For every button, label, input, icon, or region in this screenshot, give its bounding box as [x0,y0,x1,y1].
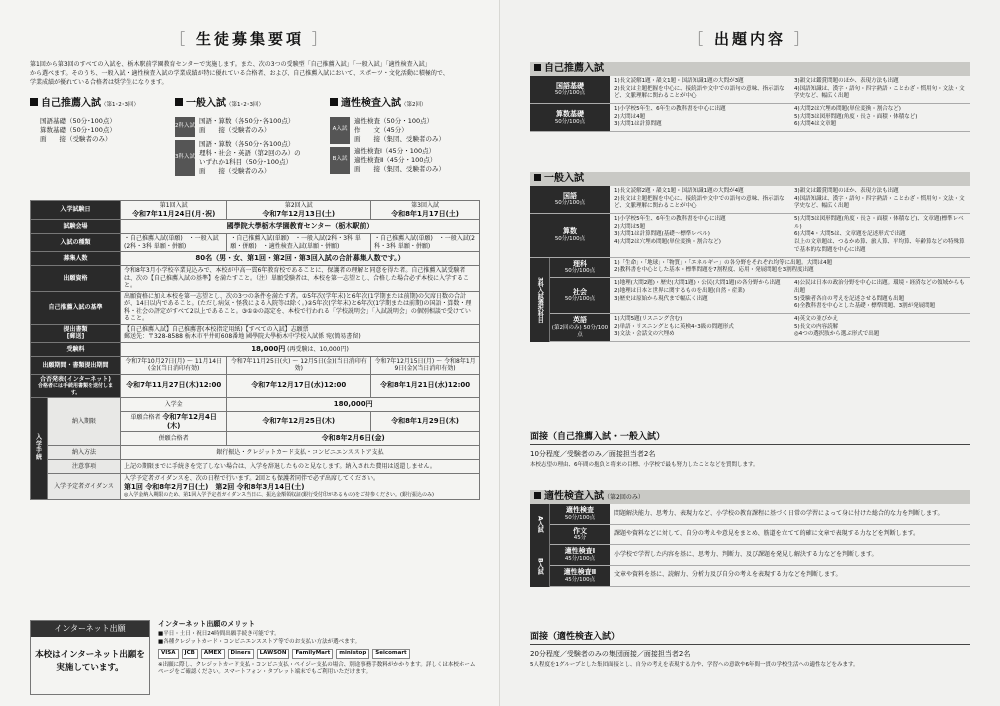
interview-aptitude: 面接（適性検査入試） 20分程度／受験者のみの集団面接／面接担当者2名 5人程度を1グループとした集団面接とし、自分の考えを表現する力や、学習への意欲や6年間一貫の学校生活への適性などをみます。 [530,632,970,669]
aptitude-content: 適性検査入試（第2回のみ） A入試 適性検査 50分/100点 問題解決能力、思考力、表現力など、小学校の教育課程に基づく日常の学習によって身に付けた総合的な力を判断します。 作文 45分 課題や資料などに対して、自分の考えや意見をまとめ、筋道を立てて的確に文章で表現する力などを判断します。 B入試 適性検査Ⅰ 45分/100点 小学校で学習した内容を基に、思考力、判断力、及び課題を発見し解決する力などを判断します。 適性検査Ⅱ 45分/100点 文章や資料を基に、読解力、分析力及び自分の考えを表現する力などを判断します。 [530,490,970,587]
internet-application-box: インターネット出願 本校はインターネット出願を実施しています。 [30,620,150,695]
general-exam-content: 一般入試 国語 50分/100点 1)長文読解2題・韻文1題・国語知識1題の大問が4題 2)長文は主題把握を中心に、接続語や文中での語句の意味、指示語など、文脈理解に関わることが中心 3)韻文は鑑賞問題のほか、表現方法も出題 4)国語知識は、漢字・語句・四字熟語・ことわざ・慣用句・文法・文学史など、幅広く出題 算数 50分/100点 1)小学校5年生、6年生の教科書を中心に出題 2)大問は5題 3)大問1は計算問題(基礎～標準レベル) 4)大問2は穴埋め問題(単位変換・割合など) 5)大問3は図形問題(角度・長さ・面積・体積など)、文章題(標準レベル) 6)大問4・大問5は、文章題を記述形式で出題 以上の文章題は、つるかめ算、旅人算、平均算、年齢算などの特殊算で基本的な問題を中心に出題 3科入試選択科目 理科 50分/100点 1)「生命」・「地球」・「物質」・「エネルギー」の各分野をそれぞれ均等に出題。大問は4題 2)教科書を中心とした基本・標準問題を7割程度、応用・発展問題を3割程度出題 社会 50分/100点 1)地理(大問2題)・歴史(大問1題)・公民(大問1題)の各分野から出題 2)地理は日本と世界に関するものを出題(自然・産業) 3)歴史は原始から現代まで幅広く出題 4)公民は日本の政治分野を中心に出題。環境・経済などの領域からも出題 5)受験者各自の考えを記述させる問題も出題 6)全教科書を中心とした基礎・標準問題、3割が発展問題 英語 (第2回のみ) 50分/100点 1)大問5題(リスニング含む) 2)単語・リスニングともに英検4･3級の問題形式 3)文法・会話文の穴埋め 4)英文の並びかえ 5)長文の内容読解 ◎4つの選択肢から選ぶ形式で出題 [530,172,970,342]
payment-logos: VISA JCB AMEX Diners LAWSON FamilyMart ministop Seicomart [158,649,480,658]
exam-aptitude: 適性検査入試（第2回） A入試 適性検査（50分・100点） 作 文（45分） 面 接（集団、受験者のみ） B入試 適性検査Ⅰ（45分・100点） 適性検査Ⅱ（45分・100点） 面 接（集団、受験者のみ） [330,98,480,177]
page-title: ［ 生徒募集要項 ］ [170,30,330,48]
three-subject-electives: 3科入試選択科目 理科 50分/100点 1)「生命」・「地球」・「物質」・「エネルギー」の各分野をそれぞれ均等に出題。大問は4題 2)教科書を中心とした基本・標準問題を7割程度、応用・発展問題を3割程度出題 社会 50分/100点 1)地理(大問2題)・歴史(大問1題)・公民(大問1題)の各分野から出題 2)地理は日本と世界に関するものを出題(自然・産業) 3)歴史は原始から現代まで幅広く出題 4)公民は日本の政治分野を中心に出題。環境・経済などの領域からも出題 5)受験者各自の考えを記述させる問題も出題 6)全教科書を中心とした基礎・標準問題、3割が発展問題 英語 (第2回のみ) 50分/100点 1)大問5題(リスニング含む) 2)単語・リスニングともに英検4･3級の問題形式 3)文法・会話文の穴埋め 4)英文の並びかえ 5)長文の内容読解 ◎4つの選択肢から選ぶ形式で出題 [530,258,970,342]
intro-text: 第1回から第3回のすべての入試を、栃木駅前学園教育センターで実施します。また、次の3つの受験型「自己推薦入試」「一般入試」「適性検査入試」 から選べます。そのうち、一般入試・適性検査入試の学業成績が特に優れている合格者、および、自己推薦入試において、スポーツ・文化活動に積極的で、 学業成績が優れている合格者は奨学生になります。 [30,61,449,86]
schedule-table: 入学試験日 第1回入試 令和7年11月24日(月･祝) 第2回入試 令和7年12月13日(土) 第3回入試 令和8年1月17日(土) 試験会場 國學院大學栃木学園教育センター（栃木駅前） 入試の種類 ・自己推薦入試(単願) ・一般入試(2科・3科 単願・併願) ・自己推薦入試(単願) ・一般入試(2科・3科 単願・併願) ・適性検査入試(単願・併願) ・自己推薦入試(単願) ・一般入試(2科・3科 単願・併願) 募集人数 80名（男・女、第1回・第2回・第3回入試の合計募集人数です。） 出願資格 令和8年3月小学校卒業見込みで、本校が中高一貫6年教育校であることに、保護者の理解と同意を得た者。自己推薦入試受験者は、次の【自己推薦入試の基準】を満たすこと。（注）単願受験者は、本校を第一志望とし、合格した場合必ず本校に入学すること。 自己推薦入試の基準 出願資格に加え本校を第一志望とし、次の3つの条件を満たす者。①5年次(学年末)と6年次(1学期または前期)の欠席日数の合計が、14日以内であること。(ただし病気・怪我による入院等は除く。)②5年次(学年末)と6年次(1学期または前期)の国語・算数・理科・社会の評定がすべて2以上であること。③①②の認定を、本校で行われる「学校説明会」「入試説明会」の個別相談で受けていること。 提出書類 [郵送] 【自己推薦入試】自己推薦書(本校指定用紙)【すべての入試】志願票 郵送先：〒328-8588 栃木市平井町608番地 國學院大學栃木中学校入試係 宛(簡易書留) 受験料 18,000円 (再受験は、10,000円) 出願期間・書類提出期間 令和7年10月27日(月) ～ 11月14日(金)(当日消印有効) 令和7年11月25日(火) ～ 12月5日(金)(当日消印有効) 令和7年12月15日(月) ～ 令和8年1月9日(金)(当日消印有効) 合否発表(インターネット) 合格者には手続用書類を送付します。 令和7年11月27日(木)12:00 令和7年12月17日(水)12:00 令和8年1月21日(水)12:00 入学手続 納入期限 入学金 180,000円 単願合格者 令和7年12月4日(木) 令和7年12月25日(木) 令和8年1月29日(木) 併願合格者 令和8年2月6日(金) 納入方法 銀行振込・クレジットカード支払・コンビニエンスストア支払 注意事項 上記の期限までに手続きを完了しない場合は、入学を辞退したものと見なします。納入された費用は返還しません。 入学予定者ガイダンス 入学予定者ガイダンスを、次の日程で行います。2回とも保護者同伴で必ず出席してください。 第1回 令和8年2月7日(土) 第2回 令和8年3月14日(土) ◎入学金納入期限のため、第1回入学予定者ガイダンス当日に、振込金額領収証(銀行受付印があるもの)をご持参ください。(銀行振込のみ) [30,200,480,500]
content-title: ［ 出題内容 ］ [688,30,812,48]
right-page [500,0,1000,706]
self-recommendation-content: 自己推薦入試 国語基礎 50分/100点 1)長文読解1題・韻文1題・国語知識1題の大問が3題 2)長文は主題把握を中心に、接続語や文中での語句の意味、指示語など、文脈理解に関わることが中心 3)韻文は鑑賞問題のほか、表現方法も出題 4)国語知識は、漢字・語句・四字熟語・ことわざ・慣用句・文法・文学史など、幅広く出題 算数基礎 50分/100点 1)小学校5年生、6年生の教科書を中心に出題 2)大問は4題 3)大問1は計算問題 4)大問2は穴埋め問題(単位変換・割合など) 5)大問3は図形問題(角度・長さ・面積・体積など) 6)大問4は文章題 [530,62,970,132]
internet-application [30,620,480,695]
internet-merits: インターネット出願のメリット ■平日・土日・祝日24時間出願手続き可能です。 ■各種クレジットカード・コンビニエンスストア等でのお支払い方法が選べます。 VISA JCB AMEX Diners LAWSON FamilyMart ministop Seicomart ※出願に際し、クレジットカード支払・コンビニ支払・ペイジー支払の場合、別途事務手数料がかかります。詳しくは本校ホームページをご確認ください。スマートフォン・タブレット端末でもご利用いただけます。 [158,620,480,677]
exam-general: 一般入試（第1･2･3回） 2科入試 国語・算数（各50分･各100点） 面 接（受験者のみ） 3科入試 国語・算数（各50分･各100点） 理科・社会・英語（第2回のみ）の いずれか1科目（50分･100点） 面 接（受験者のみ） [175,98,301,175]
interview-general: 面接（自己推薦入試・一般入試） 10分程度／受験者のみ／面接担当者2名 本校志望の理由、6年間の抱負と将来の目標、小学校で最も努力したことなどを質問します。 [530,432,970,469]
exam-self-recommendation: 自己推薦入試（第1･2･3回） 国語基礎（50分･100点） 算数基礎（50分･100点） 面 接（受験者のみ） [30,98,170,145]
exam-types [30,98,480,193]
